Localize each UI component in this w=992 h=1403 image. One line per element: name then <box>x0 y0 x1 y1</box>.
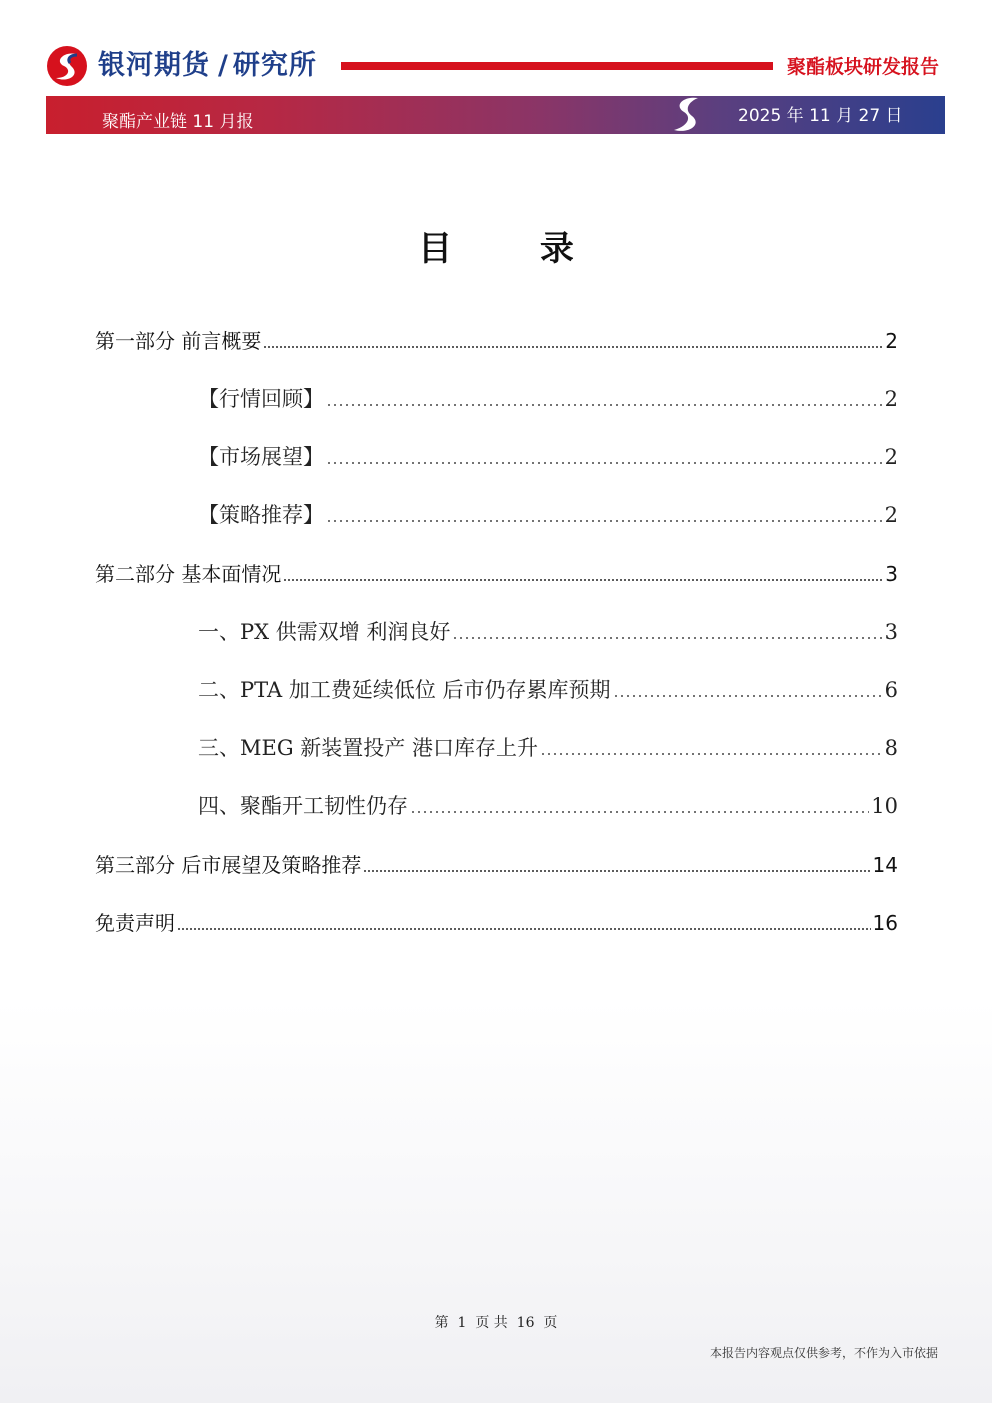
toc-entry-label: 第三部分 后市展望及策略推荐 <box>95 853 362 877</box>
toc-dot-leader <box>326 519 883 523</box>
toc-entry-label: 一、PX 供需双增 利润良好 <box>198 620 451 644</box>
toc-entry-page: 10 <box>871 794 898 818</box>
brand-name: 银河期货 <box>98 50 210 81</box>
page-indicator: 第 1 页 共 16 页 <box>434 1315 558 1331</box>
toc-entry-label: 【策略推荐】 <box>198 503 324 527</box>
swoosh-icon <box>668 96 708 134</box>
toc-entry-disclaimer[interactable] <box>95 907 898 937</box>
toc-entry-px[interactable] <box>198 616 898 646</box>
toc-dot-leader <box>326 461 883 465</box>
toc-dot-leader <box>540 752 883 756</box>
toc-title: 目 录 <box>418 229 612 269</box>
toc-entry-page: 2 <box>884 387 898 411</box>
toc-entry-label: 第二部分 基本面情况 <box>95 562 282 586</box>
toc-dot-leader <box>283 578 883 582</box>
toc-entry-part3[interactable] <box>95 849 898 879</box>
report-name: 聚酯产业链 11 月报 <box>102 112 254 132</box>
toc-entry-part2[interactable] <box>95 558 898 588</box>
toc-entry-page: 14 <box>872 853 898 877</box>
toc-dot-leader <box>452 636 882 640</box>
toc-entry-polyester[interactable] <box>198 790 898 820</box>
toc-entry-label: 二、PTA 加工费延续低位 后市仍存累库预期 <box>198 678 611 702</box>
brand-dept: 研究所 <box>232 50 317 81</box>
toc-dot-leader <box>177 927 871 931</box>
header-red-rule <box>341 62 773 70</box>
toc-entry-page: 2 <box>885 329 898 353</box>
report-type: 聚酯板块研发报告 <box>787 56 940 78</box>
toc-entry-pta[interactable] <box>198 674 898 704</box>
toc-dot-leader <box>410 810 869 814</box>
toc-entry-meg[interactable] <box>198 732 898 762</box>
toc-entry-label: 四、聚酯开工韧性仍存 <box>198 794 408 818</box>
galaxy-futures-logo-icon <box>46 45 88 87</box>
toc-entry-label: 第一部分 前言概要 <box>95 329 262 353</box>
brand-title <box>98 48 317 84</box>
toc-entry-label: 【市场展望】 <box>198 445 324 469</box>
toc-entry-strategy[interactable] <box>198 499 898 529</box>
toc-entry-page: 6 <box>884 678 898 702</box>
toc-entry-page: 3 <box>884 620 898 644</box>
toc-entry-page: 2 <box>884 445 898 469</box>
toc-entry-page: 2 <box>884 503 898 527</box>
header-banner <box>46 96 945 134</box>
brand-slash: / <box>218 50 229 81</box>
toc-entry-label: 免责声明 <box>95 911 175 935</box>
toc-dot-leader <box>363 869 870 873</box>
report-date: 2025 年 11 月 27 日 <box>738 106 903 126</box>
toc-dot-leader <box>613 694 883 698</box>
toc-dot-leader <box>326 403 883 407</box>
toc-entry-market-review[interactable] <box>198 383 898 413</box>
footer-disclaimer: 本报告内容观点仅供参考，不作为入市依据 <box>709 1346 938 1360</box>
toc-entry-label: 三、MEG 新装置投产 港口库存上升 <box>198 736 538 760</box>
toc-entry-part1[interactable] <box>95 325 898 355</box>
toc-entry-page: 16 <box>872 911 898 935</box>
toc-entry-page: 3 <box>885 562 898 586</box>
toc-entry-label: 【行情回顾】 <box>198 387 324 411</box>
toc-entry-market-outlook[interactable] <box>198 441 898 471</box>
toc-dot-leader <box>263 345 883 349</box>
toc-entry-page: 8 <box>884 736 898 760</box>
